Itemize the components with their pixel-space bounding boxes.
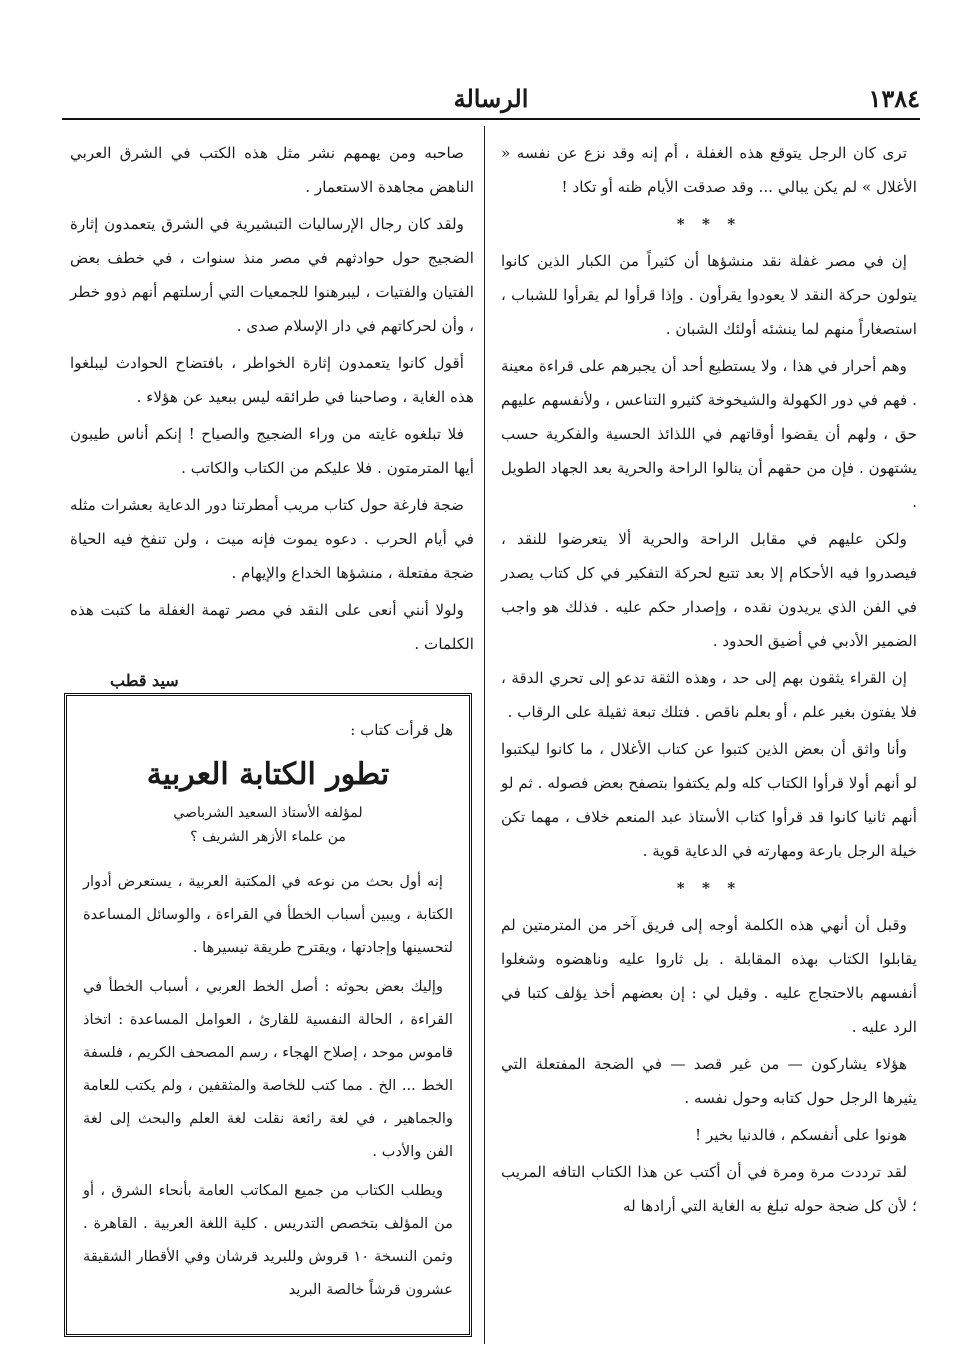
- paragraph: هونوا على أنفسكم ، فالدنيا بخير !: [695, 1126, 907, 1144]
- paragraph: صاحبه ومن يهمهم نشر مثل هذه الكتب في الشرق العربي الناهض مجاهدة الاستعمار .: [70, 144, 474, 196]
- section-separator: * * *: [676, 879, 742, 897]
- review-paragraph: ويطلب الكتاب من جميع المكاتب العامة بأنحاء الشرق ، أو من المؤلف بتخصص التدريس . كلية اللغة العربية . القاهرة . وثمن النسخة ١٠ قروش وللبريد قرشان وفي الأقطار الشقيقة عشرون قرشاً خالصة البريد: [83, 1182, 454, 1298]
- paragraph: أقول كانوا يتعمدون إثارة الخواطر ، بافتضاح الحوادث ليبلغوا هذه الغاية ، وصاحبنا في طرائقه ليس ببعيد عن هؤلاء .: [70, 354, 474, 406]
- paragraph: ولولا أنني أنعى على النقد في مصر تهمة الغفلة ما كتبت هذه الكلمات .: [70, 601, 474, 653]
- page-header: [62, 84, 920, 120]
- paragraph: إن القراء يثقون بهم إلى حد ، وهذه الثقة تدعو إلى تحري الدقة ، فلا يفتون بغير علم ، أو بعلم ناقص . فتلك تبعة ثقيلة على الرقاب .: [501, 669, 917, 721]
- right-column: [501, 136, 917, 1226]
- review-paragraph: وإليك بعض بحوثه : أصل الخط العربي ، أسباب الخطأ في القراءة ، الحالة النفسية للقارئ ، العوامل المساعدة : اتخاذ قاموس موحد ، إصلاح الهجاء ، رسم المصحف الكريم ، فلسفة الخط ... الخ . مما كتب للخاصة والمثقفين ، ولم يكتب للعامة والجماهير ، في لغة رائعة نقلت لغة العلم والبحث إلى لغة الفن والأدب .: [83, 978, 453, 1160]
- review-author-description: من علماء الأزهر الشريف ؟: [190, 829, 346, 845]
- journal-title: الرسالة: [453, 84, 529, 113]
- author-signature: سيد قطب: [110, 671, 179, 690]
- paragraph: وأنا واثق أن بعض الذين كتبوا عن كتاب الأغلال ، ما كانوا ليكتبوا لو أنهم أولا قرأوا الكتاب كله ولم يكتفوا بتصفح بعض فصوله . ثم لو أنهم ثانيا كانوا قد قرأوا كتاب الأستاذ عبد المنعم خلاف ، مهما تكن خيلة الرجل بارعة ومهارته في الدعاية قوية .: [501, 740, 917, 860]
- paragraph: هؤلاء يشاركون — من غير قصد — في الضجة المفتعلة التي يثيرها الرجل حول كتابه وحول نفسه .: [501, 1055, 917, 1107]
- paragraph: ترى كان الرجل يتوقع هذه الغفلة ، أم إنه وقد نزع عن نفسه « الأغلال » لم يكن يبالي ... وقد صدقت الأيام ظنه أو تكاد !: [501, 144, 917, 196]
- column-divider: [484, 126, 485, 1344]
- review-author: لمؤلفه الأستاذ السعيد الشرباصي: [173, 805, 363, 821]
- paragraph: وقبل أن أنهي هذه الكلمة أوجه إلى فريق آخر من المترمتين لم يقابلوا الكتاب بهذه المقابلة . بل ثاروا عليه وناهضوه وشغلوا أنفسهم بالاحتجاج عليه . وقيل لي : إن بعضهم أخذ يؤلف كتبا في الرد عليه .: [501, 916, 917, 1036]
- paragraph: لقد ترددت مرة ومرة في أن أكتب عن هذا الكتاب التافه المريب ؛ لأن كل ضجة حوله تبلغ به الغاية التي أرادها له: [501, 1163, 917, 1215]
- section-separator: * * *: [676, 215, 742, 233]
- paragraph: وهم أحرار في هذا ، ولا يستطيع أحد أن يجبرهم على قراءة معينة . فهم في دور الكهولة والشيخوخة كثيرو التناعس ، ولأنفسهم عليهم حق ، ولهم أن يقضوا أوقاتهم في اللذائذ الحسية والفكرية حسب يشتهون . فإن من حقهم أن ينالوا الراحة والحرية بعد الجهاد الطويل .: [501, 357, 917, 511]
- paragraph: ضجة فارغة حول كتاب مريب أمطرتنا دور الدعاية بعشرات مثله في أيام الحرب . دعوه يموت فإنه ميت ، ولن تنفخ فيه الحياة ضجة مفتعلة ، منشؤها الخداع والإيهام .: [70, 496, 474, 582]
- book-review-box: [64, 693, 472, 1337]
- review-book-title: تطور الكتابة العربية: [146, 757, 390, 792]
- paragraph: ولقد كان رجال الإرساليات التبشيرية في الشرق يتعمدون إثارة الضجيج حول حوادثهم في مصر منذ سنوات ، في خطف بعض الفتيان والفتيات ، ليبرهنوا للجمعيات التي أرسلتهم أنهم ذوو خطر ، وأن لحركاتهم في دار الإسلام صدى .: [70, 215, 474, 335]
- paragraph: ولكن عليهم في مقابل الراحة والحرية ألا يتعرضوا للنقد ، فيصدروا فيه الأحكام إلا بعد تتبع لحركة التفكير في كل كتاب يصدر في الفن الذي يريدون نقده ، وإصدار حكم عليه . فذلك هو واجب الضمير الأدبي في أضيق الحدود .: [501, 530, 917, 650]
- page-number: ١٣٨٤: [868, 84, 920, 113]
- left-column-article: [70, 136, 474, 701]
- paragraph: إن في مصر غفلة نقد منشؤها أن كثيراً من الكبار الذين كانوا يتولون حركة النقد لا يعودوا يقرأون . وإذا قرأوا لم يقرأوا للشباب ، استصغاراً منهم لما ينشئه أولئك الشبان .: [501, 252, 917, 338]
- review-paragraph: إنه أول بحث من نوعه في المكتبة العربية ، يستعرض أدوار الكتابة ، ويبين أسباب الخطأ في القراءة ، والوسائل المساعدة لتحسينها وإجادتها ، ويقترح طريقة تيسيرها .: [83, 873, 453, 956]
- review-label: هل قرأت كتاب :: [350, 721, 453, 739]
- paragraph: فلا تبلغوه غايته من وراء الضجيج والصياح ! إنكم أناس طيبون أيها المترمتون . فلا عليكم من الكتاب والكاتب .: [70, 425, 474, 477]
